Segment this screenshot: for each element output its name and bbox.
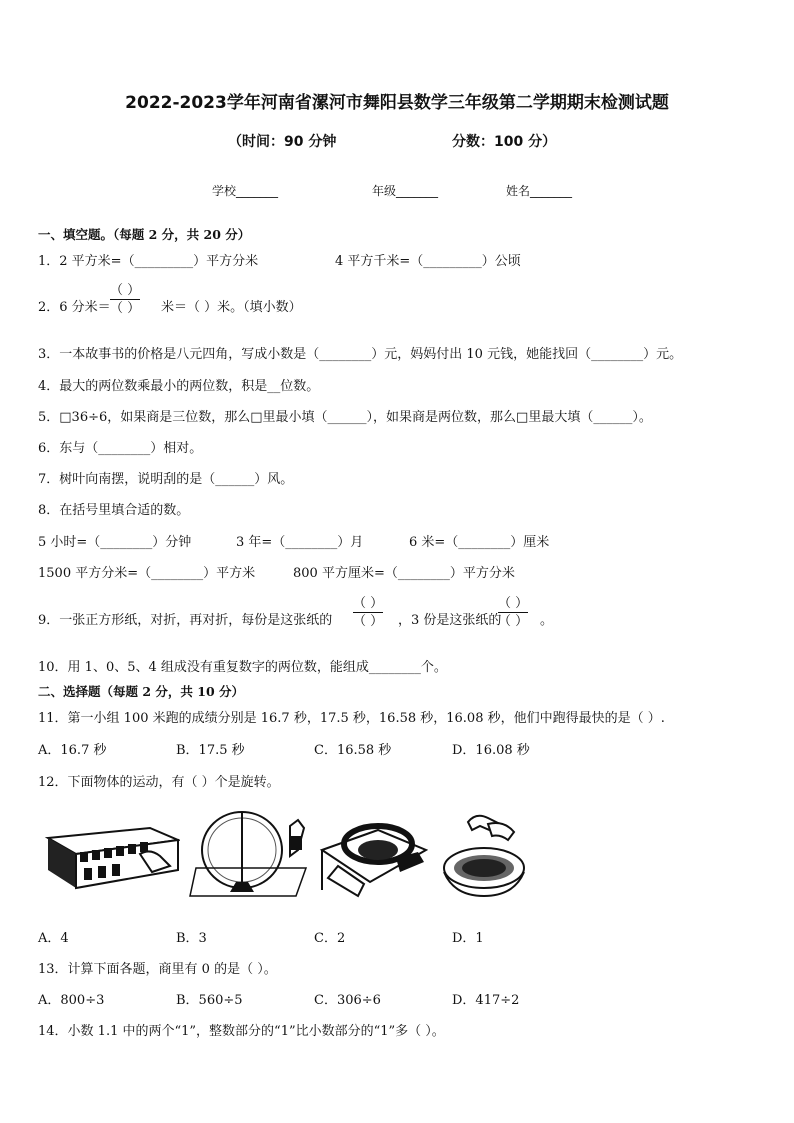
question-8c: 6 米=（________）厘米 <box>409 535 550 550</box>
fraction-denominator: （ ） <box>353 614 384 629</box>
question-11-option-d: D．16.08 秒 <box>452 743 530 758</box>
fraction-denominator: （ ） <box>498 614 529 629</box>
question-12-option-c: C．2 <box>314 931 346 946</box>
question-11: 11．第一小组 100 米跑的成绩分别是 16.7 秒，17.5 秒，16.58 秒，16.08 秒，他们中跑得最快的是（ ）. <box>38 711 665 726</box>
question-5: 5．□36÷6，如果商是三位数，那么□里最小填（______），如果商是两位数，那么□里最大填（______）。 <box>38 410 652 425</box>
globe-illustration <box>186 806 314 904</box>
fraction-bar <box>110 299 140 300</box>
question-13-option-b: B．560÷5 <box>176 993 243 1008</box>
exam-score: 分数：100 分） <box>452 134 557 150</box>
faucet-sink-illustration <box>434 810 530 904</box>
question-13-option-c: C．306÷6 <box>314 993 381 1008</box>
question-12: 12．下面物体的运动，有（ ）个是旋转。 <box>38 775 280 790</box>
question-13: 13．计算下面各题，商里有 0 的是（ ）。 <box>38 962 277 977</box>
question-11-option-a: A．16.7 秒 <box>38 743 107 758</box>
section-heading-fill-in: 一、填空题。（每题 2 分，共 20 分） <box>38 227 251 242</box>
exam-time: （时间：90 分钟 <box>228 134 337 150</box>
question-12-option-b: B．3 <box>176 931 207 946</box>
question-2-prefix: 2．6 分米＝ <box>38 300 111 315</box>
fraction-numerator: （ ） <box>110 283 141 298</box>
steering-wheel-illustration <box>318 810 428 904</box>
question-8: 8．在括号里填合适的数。 <box>38 503 190 518</box>
question-8e: 800 平方厘米=（________）平方分米 <box>293 566 515 581</box>
question-9-middle: ，3 份是这张纸的 <box>398 613 502 628</box>
fraction-denominator: （ ） <box>110 301 141 316</box>
question-2-fraction <box>110 283 140 316</box>
school-field: 学校_______ <box>212 184 279 198</box>
question-13-option-d: D．417÷2 <box>452 993 520 1008</box>
question-13-option-a: A．800÷3 <box>38 993 105 1008</box>
question-8d: 1500 平方分米=（________）平方米 <box>38 566 256 581</box>
question-6: 6．东与（________）相对。 <box>38 441 203 456</box>
question-11-option-c: C．16.58 秒 <box>314 743 392 758</box>
abacus-illustration <box>40 808 180 904</box>
question-10: 10．用 1、0、5、4 组成没有重复数字的两位数，能组成________个。 <box>38 660 447 675</box>
question-8b: 3 年=（________）月 <box>236 535 364 550</box>
name-field: 姓名_______ <box>506 184 573 198</box>
page-title: 2022-2023学年河南省漯河市舞阳县数学三年级第二学期期末检测试题 <box>125 93 669 113</box>
section-heading-choice: 二、选择题（每题 2 分，共 10 分） <box>38 684 245 699</box>
question-4: 4．最大的两位数乘最小的两位数，积是__位数。 <box>38 379 320 394</box>
fraction-bar <box>353 612 383 613</box>
question-11-option-b: B．17.5 秒 <box>176 743 245 758</box>
grade-field: 年级_______ <box>372 184 439 198</box>
question-8a: 5 小时=（________）分钟 <box>38 535 192 550</box>
question-12-option-d: D．1 <box>452 931 484 946</box>
question-1b: 4 平方千米=（_________）公顷 <box>335 254 521 269</box>
question-9-fraction-a <box>353 596 383 629</box>
question-9-prefix: 9．一张正方形纸，对折，再对折，每份是这张纸的 <box>38 613 333 628</box>
fraction-numerator: （ ） <box>353 596 384 611</box>
question-3: 3．一本故事书的价格是八元四角，写成小数是（________）元，妈妈付出 10 元钱，她能找回（________）元。 <box>38 347 683 362</box>
question-2-suffix: 米＝（ ）米。（填小数） <box>161 300 302 315</box>
fraction-bar <box>498 612 528 613</box>
question-12-option-a: A．4 <box>38 931 69 946</box>
question-9-end: 。 <box>540 613 554 628</box>
question-1a: 1．2 平方米=（_________）平方分米 <box>38 254 259 269</box>
question-9-fraction-b <box>498 596 528 629</box>
question-14: 14．小数 1.1 中的两个“1”，整数部分的“1”比小数部分的“1”多（ ）。 <box>38 1024 445 1039</box>
question-7: 7．树叶向南摆，说明刮的是（______）风。 <box>38 472 294 487</box>
fraction-numerator: （ ） <box>498 596 529 611</box>
